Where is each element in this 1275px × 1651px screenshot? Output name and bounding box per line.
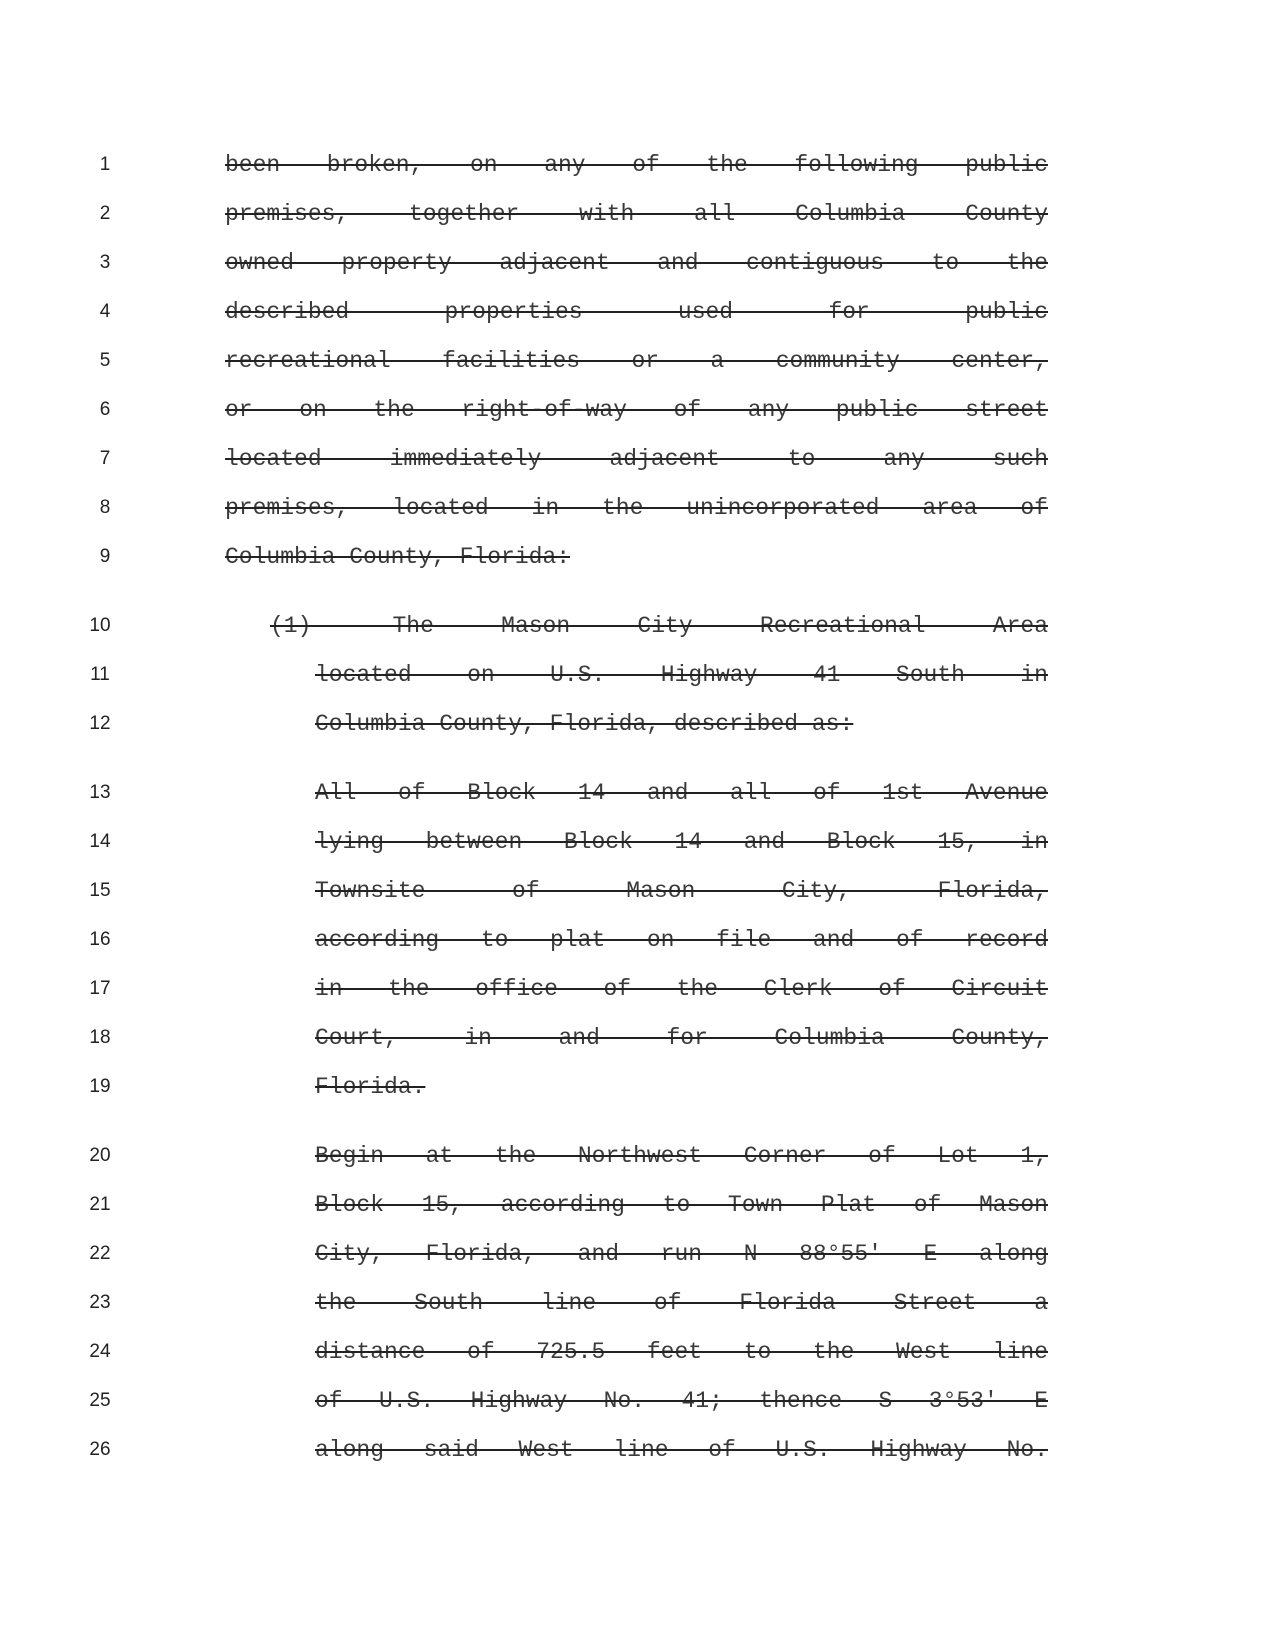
struck-text-line: premises, together with all Columbia County <box>225 201 1048 227</box>
struck-text-line: City, Florida, and run N 88°55′ E along <box>315 1241 1048 1267</box>
line-number: 10 <box>89 615 111 636</box>
line-number: 2 <box>99 203 111 224</box>
struck-text-line: according to plat on file and of record <box>315 927 1048 953</box>
struck-text-line: Block 15, according to Town Plat of Mason <box>315 1192 1048 1218</box>
line-number: 4 <box>99 301 111 322</box>
line-number: 13 <box>89 782 111 803</box>
struck-text-line: described properties used for public <box>225 299 1048 325</box>
struck-text-line: recreational facilities or a community center, <box>225 348 1048 374</box>
struck-text-line: Begin at the Northwest Corner of Lot 1, <box>315 1143 1048 1169</box>
line-number: 9 <box>99 546 111 567</box>
line-number: 21 <box>89 1194 111 1215</box>
struck-text-line: owned property adjacent and contiguous to the <box>225 250 1048 276</box>
struck-text-line: premises, located in the unincorporated area of <box>225 495 1048 521</box>
line-number: 11 <box>90 664 110 685</box>
struck-text-line: (1) —The Mason City Recreational Area <box>270 613 1048 639</box>
line-number: 5 <box>99 350 111 371</box>
line-number: 20 <box>89 1145 111 1166</box>
struck-text-line: located on U.S. Highway 41 South in <box>315 662 1048 688</box>
struck-text-line: in the office of the Clerk of Circuit <box>315 976 1048 1002</box>
struck-text-line: or on the right-of-way of any public street <box>225 397 1048 423</box>
line-number: 22 <box>89 1243 111 1264</box>
line-number: 17 <box>89 978 111 999</box>
line-number: 6 <box>99 399 111 420</box>
struck-text-line: Columbia County, Florida, described as: <box>315 711 854 737</box>
line-number: 18 <box>89 1027 111 1048</box>
line-number: 19 <box>89 1076 111 1097</box>
struck-text-line: distance of 725.5 feet to the West line <box>315 1339 1048 1365</box>
line-number: 24 <box>89 1341 111 1362</box>
struck-text-line: the South line of Florida Street a <box>315 1290 1048 1316</box>
line-number: 16 <box>89 929 111 950</box>
line-number: 12 <box>89 713 111 734</box>
line-number: 26 <box>89 1439 111 1460</box>
line-number: 7 <box>99 448 111 469</box>
struck-text-line: Florida. <box>315 1074 426 1100</box>
struck-text-line: been broken, on any of the following public <box>225 152 1048 178</box>
struck-text-line: along said West line of U.S. Highway No. <box>315 1437 1048 1463</box>
struck-text-line: located immediately adjacent to any such <box>225 446 1048 472</box>
line-number: 23 <box>89 1292 111 1313</box>
line-number: 15 <box>89 880 111 901</box>
struck-text-line: All of Block 14 and all of 1st Avenue <box>315 780 1048 806</box>
struck-text-line: Columbia County, Florida: <box>225 544 571 570</box>
struck-text-line: Townsite of Mason City, Florida, <box>315 878 1048 904</box>
line-number: 8 <box>99 497 111 518</box>
struck-text-line: Court, in and for Columbia County, <box>315 1025 1048 1051</box>
line-number: 1 <box>99 154 111 175</box>
line-number: 14 <box>89 831 111 852</box>
line-number: 25 <box>89 1390 111 1411</box>
struck-text-line: of U.S. Highway No. 41; thence S 3°53′ E <box>315 1388 1048 1414</box>
struck-text-line: lying between Block 14 and Block 15, in <box>315 829 1048 855</box>
line-number: 3 <box>99 252 111 273</box>
